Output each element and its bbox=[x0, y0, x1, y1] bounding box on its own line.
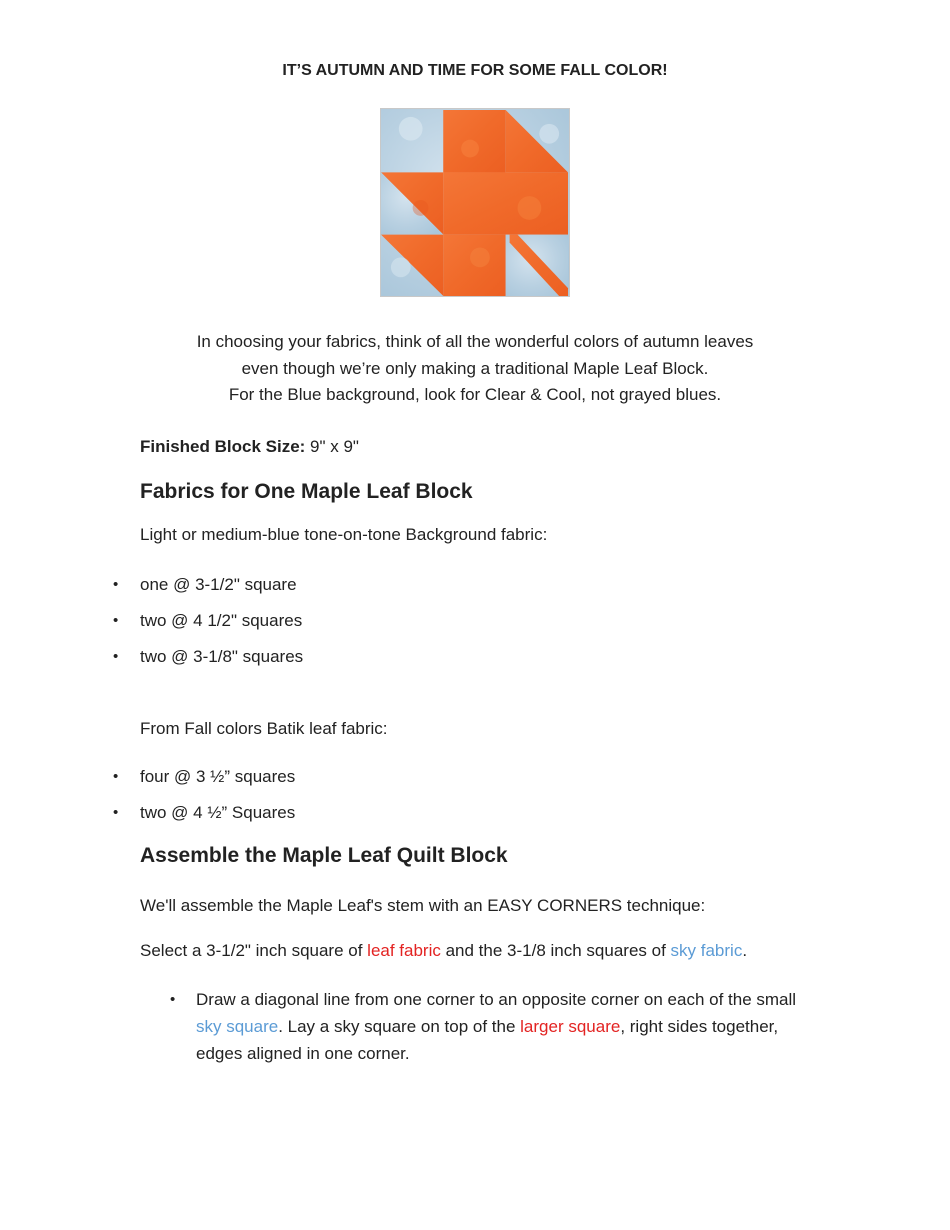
intro-paragraph bbox=[0, 329, 950, 409]
leaf-fabric-intro: From Fall colors Batik leaf fabric: bbox=[140, 719, 388, 738]
sky-fabric-link: sky fabric bbox=[670, 941, 743, 960]
finished-size-label: Finished Block Size: bbox=[140, 437, 306, 456]
maple-leaf-block-image bbox=[380, 108, 570, 297]
assemble-heading: Assemble the Maple Leaf Quilt Block bbox=[140, 844, 508, 867]
fabrics-heading: Fabrics for One Maple Leaf Block bbox=[140, 480, 473, 503]
list-item: • two @ 4 ½” Squares bbox=[0, 802, 295, 838]
leaf-center bbox=[443, 172, 568, 234]
finished-size-value: 9" x 9" bbox=[305, 437, 359, 456]
larger-square-link: larger square bbox=[520, 1017, 621, 1036]
list-item: • four @ 3 ½” squares bbox=[0, 766, 295, 802]
leaf-fabric-list bbox=[0, 766, 295, 838]
intro-line-3: For the Blue background, look for Clear & Cool, not grayed blues. bbox=[228, 385, 722, 404]
select-text-2: and the 3-1/8 inch squares of bbox=[440, 941, 671, 960]
sky-square-link: sky square bbox=[196, 1017, 279, 1036]
leaf-fabric-link: leaf fabric bbox=[367, 941, 441, 960]
background-fabric-list bbox=[0, 574, 303, 682]
finished-block-size bbox=[140, 437, 359, 457]
intro-line-1: In choosing your fabrics, think of all the wonderful colors of autumn leaves bbox=[196, 332, 754, 351]
assembly-steps bbox=[0, 986, 820, 1067]
step1-text-1: Draw a diagonal line from one corner to an opposite corner on each of the small bbox=[196, 990, 797, 1009]
step1-text-2: . Lay a sky square on top of the bbox=[278, 1017, 521, 1036]
select-squares-paragraph bbox=[140, 941, 747, 961]
intro-line-2: even though we’re only making a traditional Maple Leaf Block. bbox=[241, 358, 709, 378]
maple-leaf-illustration bbox=[381, 109, 569, 296]
select-text-3: . bbox=[742, 941, 748, 960]
select-text-1: Select a 3-1/2" inch square of bbox=[140, 941, 368, 960]
assemble-intro: We'll assemble the Maple Leaf's stem with an EASY CORNERS technique: bbox=[140, 896, 706, 915]
list-item: • two @ 3-1/8" squares bbox=[0, 646, 303, 682]
step-item bbox=[0, 986, 820, 1067]
step1-text-3: , right sides together, edges aligned in one corner. bbox=[196, 1017, 779, 1063]
list-item: • two @ 4 1/2" squares bbox=[0, 610, 303, 646]
list-item: • one @ 3-1/2" square bbox=[0, 574, 303, 610]
page-title: IT’S AUTUMN AND TIME FOR SOME FALL COLOR! bbox=[282, 62, 668, 79]
background-fabric-intro: Light or medium-blue tone-on-tone Background fabric: bbox=[140, 525, 548, 544]
